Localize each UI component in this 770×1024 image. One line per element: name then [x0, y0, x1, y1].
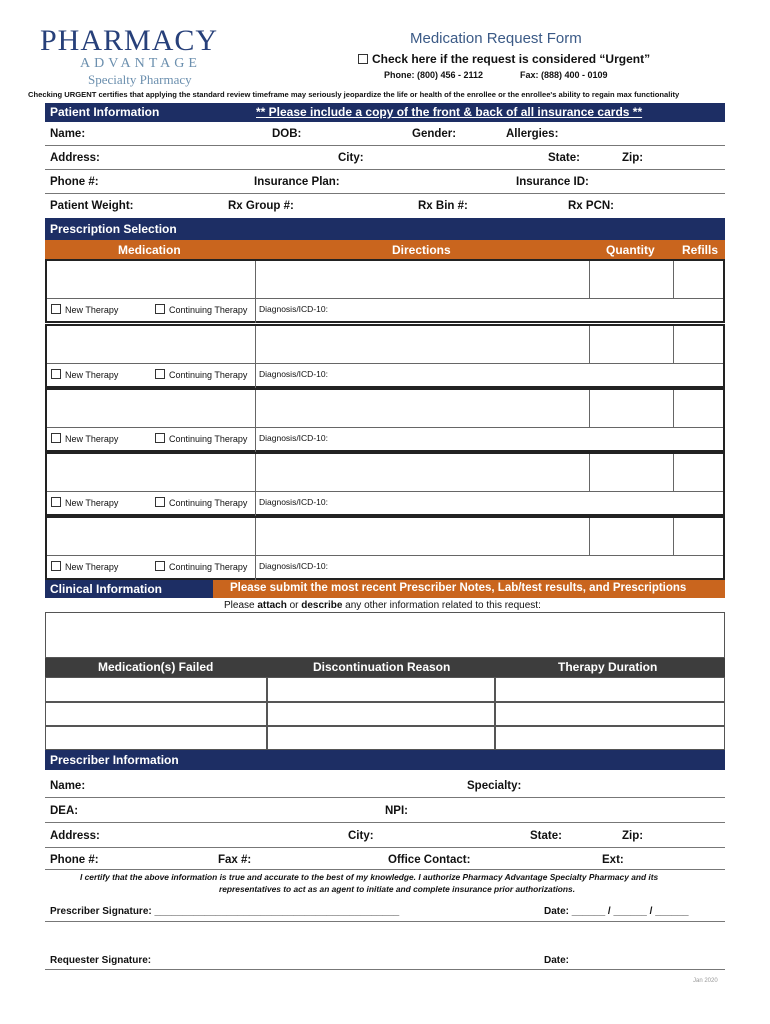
prescriber-npi-label: NPI:	[385, 805, 408, 817]
clinical-section-title: Clinical Information	[50, 582, 163, 596]
refills-cell[interactable]	[673, 326, 723, 364]
quantity-cell[interactable]	[589, 454, 674, 492]
requester-signature-field[interactable]: Requester Signature:	[50, 955, 152, 966]
certify-text-1: I certify that the above information is true and accurate to the best of my knowledge. I authorize Pharmacy Advantage Specialty Pharmacy and its	[80, 872, 659, 882]
prescription-row	[45, 452, 725, 516]
diagnosis-divider	[255, 491, 256, 516]
patient-phone-label: Phone #:	[50, 176, 99, 188]
refills-cell[interactable]	[673, 261, 723, 299]
prescriber-specialty-label: Specialty:	[467, 780, 522, 792]
continuing-therapy-checkbox[interactable]	[155, 369, 165, 379]
medication-cell[interactable]	[47, 454, 256, 492]
patient-name-label: Name:	[50, 128, 86, 140]
prescription-row	[45, 516, 725, 580]
quantity-cell[interactable]	[589, 261, 674, 299]
prescription-row	[45, 259, 725, 323]
rx-group-label: Rx Group #:	[228, 200, 294, 212]
continuing-therapy-label: Continuing Therapy	[169, 498, 248, 508]
divider	[45, 921, 725, 922]
continuing-therapy-checkbox[interactable]	[155, 304, 165, 314]
clinical-subnote	[224, 600, 541, 611]
continuing-therapy-label: Continuing Therapy	[169, 370, 248, 380]
office-contact-label: Office Contact:	[388, 854, 471, 866]
divider	[45, 847, 725, 848]
divider	[45, 969, 725, 970]
failed-med-cell[interactable]	[45, 726, 267, 750]
discontinuation-cell[interactable]	[267, 677, 495, 702]
medication-cell[interactable]	[47, 261, 256, 299]
continuing-therapy-option[interactable]	[155, 304, 247, 315]
col-medications-failed: Medication(s) Failed	[98, 660, 214, 674]
clinical-info-textarea[interactable]	[45, 612, 725, 658]
new-therapy-option[interactable]	[51, 304, 118, 315]
new-therapy-option[interactable]	[51, 561, 118, 572]
patient-weight-label: Patient Weight:	[50, 200, 134, 212]
diagnosis-divider	[255, 298, 256, 323]
col-discontinuation: Discontinuation Reason	[313, 660, 451, 674]
new-therapy-option[interactable]	[51, 497, 118, 508]
diagnosis-label: Diagnosis/ICD-10:	[259, 369, 328, 379]
duration-cell[interactable]	[495, 677, 725, 702]
medication-cell[interactable]	[47, 390, 256, 428]
continuing-therapy-label: Continuing Therapy	[169, 562, 248, 572]
patient-address-label: Address:	[50, 152, 100, 164]
patient-state-label: State:	[548, 152, 580, 164]
patient-dob-label: DOB:	[272, 128, 302, 140]
patient-section-title: Patient Information	[50, 105, 160, 119]
refills-cell[interactable]	[673, 518, 723, 556]
new-therapy-option[interactable]	[51, 369, 118, 380]
col-medication: Medication	[118, 243, 181, 257]
header-fax: Fax: (888) 400 - 0109	[520, 70, 608, 80]
new-therapy-label: New Therapy	[65, 498, 119, 508]
continuing-therapy-label: Continuing Therapy	[169, 305, 248, 315]
refills-cell[interactable]	[673, 454, 723, 492]
divider	[45, 193, 725, 194]
subnote-text: Please	[224, 600, 258, 611]
failed-med-cell[interactable]	[45, 677, 267, 702]
patient-gender-label: Gender:	[412, 128, 457, 140]
discontinuation-cell[interactable]	[267, 726, 495, 750]
col-quantity: Quantity	[606, 243, 655, 257]
clinical-note: Please submit the most recent Prescriber Notes, Lab/test results, and Prescriptions	[230, 582, 687, 594]
failed-med-cell[interactable]	[45, 702, 267, 726]
rx-pcn-label: Rx PCN:	[568, 200, 615, 212]
prescriber-dea-label: DEA:	[50, 805, 79, 817]
new-therapy-checkbox[interactable]	[51, 433, 61, 443]
prescriber-city-label: City:	[348, 830, 374, 842]
new-therapy-option[interactable]	[51, 433, 118, 444]
prescriber-zip-label: Zip:	[622, 830, 644, 842]
patient-allergies-label: Allergies:	[506, 128, 559, 140]
continuing-therapy-option[interactable]	[155, 433, 247, 444]
requester-date-field[interactable]: Date:	[544, 955, 570, 966]
prescriber-state-label: State:	[530, 830, 562, 842]
patient-city-label: City:	[338, 152, 364, 164]
header-phone: Phone: (800) 456 - 2112	[384, 70, 484, 80]
diagnosis-divider	[255, 363, 256, 388]
urgent-label: Check here if the request is considered “Urgent”	[372, 52, 651, 66]
col-therapy-duration: Therapy Duration	[558, 660, 658, 674]
medication-cell[interactable]	[47, 518, 256, 556]
continuing-therapy-checkbox[interactable]	[155, 561, 165, 571]
continuing-therapy-label: Continuing Therapy	[169, 434, 248, 444]
logo-line2: ADVANTAGE	[80, 56, 201, 71]
duration-cell[interactable]	[495, 702, 725, 726]
divider	[45, 145, 725, 146]
patient-insurance-id-label: Insurance ID:	[516, 176, 589, 188]
form-title: Medication Request Form	[410, 30, 582, 47]
patient-zip-label: Zip:	[622, 152, 644, 164]
new-therapy-label: New Therapy	[65, 434, 119, 444]
directions-cell[interactable]	[255, 518, 590, 556]
quantity-cell[interactable]	[589, 390, 674, 428]
prescriber-date-field[interactable]: Date: ______ / ______ / ______	[544, 906, 689, 917]
urgent-notice: Checking URGENT certifies that applying the standard review timeframe may seriously jeopardize the life or health of the enrollee or the enrollee's ability to regain max functionality	[28, 90, 680, 99]
continuing-therapy-option[interactable]	[155, 369, 247, 380]
prescription-row	[45, 324, 725, 388]
continuing-therapy-checkbox[interactable]	[155, 433, 165, 443]
new-therapy-checkbox[interactable]	[51, 497, 61, 507]
directions-cell[interactable]	[255, 261, 590, 299]
logo-line1: PHARMACY	[40, 24, 219, 57]
duration-cell[interactable]	[495, 726, 725, 750]
directions-cell[interactable]	[255, 326, 590, 364]
diagnosis-label: Diagnosis/ICD-10:	[259, 561, 328, 571]
diagnosis-label: Diagnosis/ICD-10:	[259, 433, 328, 443]
subnote-text: any other information related to this request:	[342, 600, 541, 611]
divider	[45, 169, 725, 170]
urgent-checkbox[interactable]	[358, 54, 368, 64]
logo-line3: Specialty Pharmacy	[88, 72, 192, 87]
directions-cell[interactable]	[255, 390, 590, 428]
diagnosis-divider	[255, 427, 256, 452]
diagnosis-divider	[255, 555, 256, 580]
new-therapy-checkbox[interactable]	[51, 304, 61, 314]
logo	[40, 26, 255, 88]
prescriber-section-title: Prescriber Information	[50, 753, 179, 767]
urgent-check[interactable]	[358, 52, 650, 66]
subnote-describe: describe	[301, 600, 343, 611]
quantity-cell[interactable]	[589, 518, 674, 556]
prescriber-fax-label: Fax #:	[218, 854, 252, 866]
certify-text-2: representatives to act as an agent to initiate and complete insurance prior authorizations.	[219, 884, 576, 894]
prescriber-phone-label: Phone #:	[50, 854, 99, 866]
discontinuation-cell[interactable]	[267, 702, 495, 726]
col-directions: Directions	[392, 243, 451, 257]
new-therapy-label: New Therapy	[65, 370, 119, 380]
subnote-text: or	[286, 600, 302, 611]
continuing-therapy-option[interactable]	[155, 561, 247, 572]
divider	[45, 822, 725, 823]
patient-plan-label: Insurance Plan:	[254, 176, 340, 188]
revision-date: Jan 2020	[693, 978, 718, 984]
prescriber-signature-field[interactable]: Prescriber Signature: ____________________________________________	[50, 906, 400, 917]
new-therapy-label: New Therapy	[65, 305, 119, 315]
diagnosis-label: Diagnosis/ICD-10:	[259, 497, 328, 507]
insurance-note: ** Please include a copy of the front & back of all insurance cards **	[256, 105, 643, 119]
ext-label: Ext:	[602, 854, 624, 866]
medication-cell[interactable]	[47, 326, 256, 364]
directions-cell[interactable]	[255, 454, 590, 492]
new-therapy-checkbox[interactable]	[51, 561, 61, 571]
divider	[45, 797, 725, 798]
prescription-row	[45, 388, 725, 452]
new-therapy-checkbox[interactable]	[51, 369, 61, 379]
new-therapy-label: New Therapy	[65, 562, 119, 572]
col-refills: Refills	[682, 243, 719, 257]
quantity-cell[interactable]	[589, 326, 674, 364]
continuing-therapy-checkbox[interactable]	[155, 497, 165, 507]
prescription-section-title: Prescription Selection	[50, 222, 177, 236]
divider	[45, 869, 725, 870]
refills-cell[interactable]	[673, 390, 723, 428]
continuing-therapy-option[interactable]	[155, 497, 247, 508]
prescriber-name-label: Name:	[50, 780, 86, 792]
subnote-attach: attach	[257, 600, 287, 611]
diagnosis-label: Diagnosis/ICD-10:	[259, 304, 328, 314]
rx-bin-label: Rx Bin #:	[418, 200, 468, 212]
prescriber-address-label: Address:	[50, 830, 100, 842]
